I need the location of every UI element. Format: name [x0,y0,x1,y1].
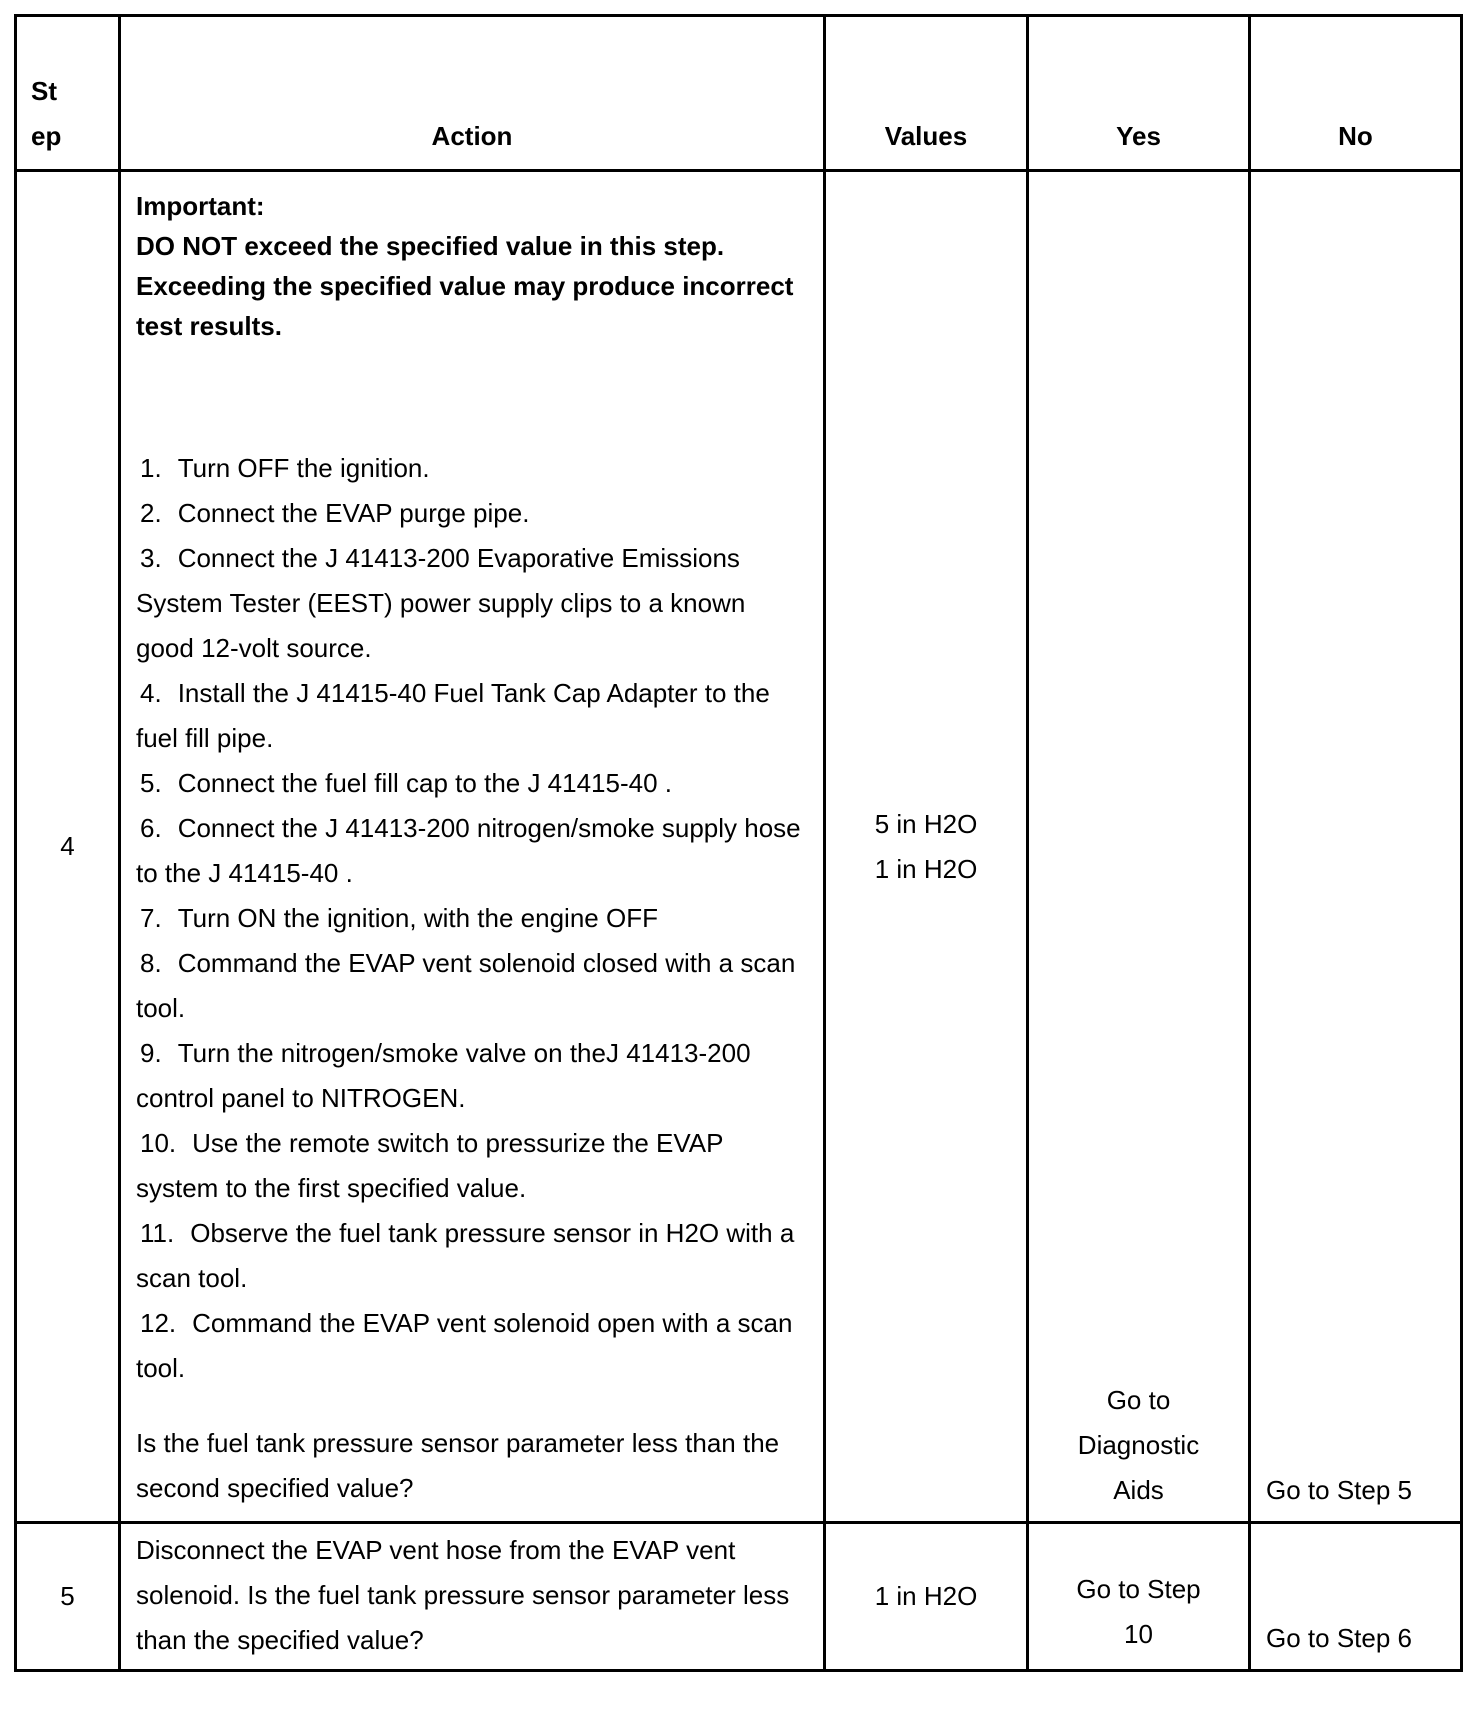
step-number: 4 [16,171,120,1523]
list-item [136,1211,803,1301]
values-cell: 5 in H2O 1 in H2O [825,171,1028,1523]
list-item [136,761,803,806]
header-values: Values [825,16,1028,171]
no-cell: Go to Step 5 [1250,171,1462,1523]
list-item-number: 5. [140,768,162,798]
list-item-text: Observe the fuel tank pressure sensor in H2O with a scan tool. [136,1218,795,1293]
list-item-number: 9. [140,1038,162,1068]
yes-cell [1028,171,1250,1523]
list-item-text: Turn the nitrogen/smoke valve on theJ 41413-200 control panel to NITROGEN. [136,1038,751,1113]
list-item [136,896,803,941]
header-no: No [1250,16,1462,171]
table-row [16,171,1462,1523]
list-item-number: 1. [140,453,162,483]
list-item-text: Connect the EVAP purge pipe. [177,498,530,528]
list-item-text: Connect the J 41413-200 nitrogen/smoke supply hose to the J 41415-40 . [136,813,801,888]
list-item-text: Command the EVAP vent solenoid closed with a scan tool. [136,948,796,1023]
header-row [16,16,1462,171]
list-item-number: 10. [140,1128,177,1158]
list-item-number: 6. [140,813,162,843]
list-item-number: 2. [140,498,162,528]
header-step: St ep [16,16,120,171]
list-item [136,806,803,896]
values-cell: 1 in H2O [825,1523,1028,1671]
table-row [16,1523,1462,1671]
list-item-text: Use the remote switch to pressurize the EVAP system to the first specified value. [136,1128,723,1203]
list-item [136,446,803,491]
list-item-number: 12. [140,1308,177,1338]
action-cell: Disconnect the EVAP vent hose from the EVAP vent solenoid. Is the fuel tank pressure sensor parameter less than the specified value? [120,1523,825,1671]
list-item-text: Turn ON the ignition, with the engine OFF [177,903,658,933]
important-label: Important: [136,191,265,221]
no-cell: Go to Step 6 [1250,1523,1462,1671]
important-note [136,186,803,346]
list-item [136,536,803,671]
action-cell [120,171,825,1523]
list-item-number: 4. [140,678,162,708]
yes-link: Go to Step 10 [1076,1573,1201,1649]
procedure-list [136,446,803,1391]
header-action: Action [120,16,825,171]
list-item-text: Turn OFF the ignition. [177,453,430,483]
list-item-number: 8. [140,948,162,978]
important-text: DO NOT exceed the specified value in this step. Exceeding the specified value may produce incorrect test results. [136,231,794,341]
list-item [136,941,803,1031]
list-item-number: 7. [140,903,162,933]
step-number: 5 [16,1523,120,1671]
yes-cell [1028,1523,1250,1671]
list-item-text: Command the EVAP vent solenoid open with a scan tool. [136,1308,793,1383]
list-item-text: Connect the fuel fill cap to the J 41415-40 . [177,768,673,798]
yes-link: Go to Diagnostic Aids [1077,1385,1200,1505]
list-item [136,491,803,536]
question-text: Is the fuel tank pressure sensor parameter less than the second specified value? [136,1428,780,1503]
diagnostic-table [14,14,1463,1672]
list-item-number: 11. [140,1218,175,1248]
list-item [136,1301,803,1391]
list-item-text: Install the J 41415-40 Fuel Tank Cap Adapter to the fuel fill pipe. [136,678,770,753]
list-item-text: Connect the J 41413-200 Evaporative Emissions System Tester (EEST) power supply clips to a known good 12-volt source. [136,543,746,663]
list-item [136,1121,803,1211]
header-yes: Yes [1028,16,1250,171]
list-item [136,1031,803,1121]
list-item-number: 3. [140,543,162,573]
list-item [136,671,803,761]
